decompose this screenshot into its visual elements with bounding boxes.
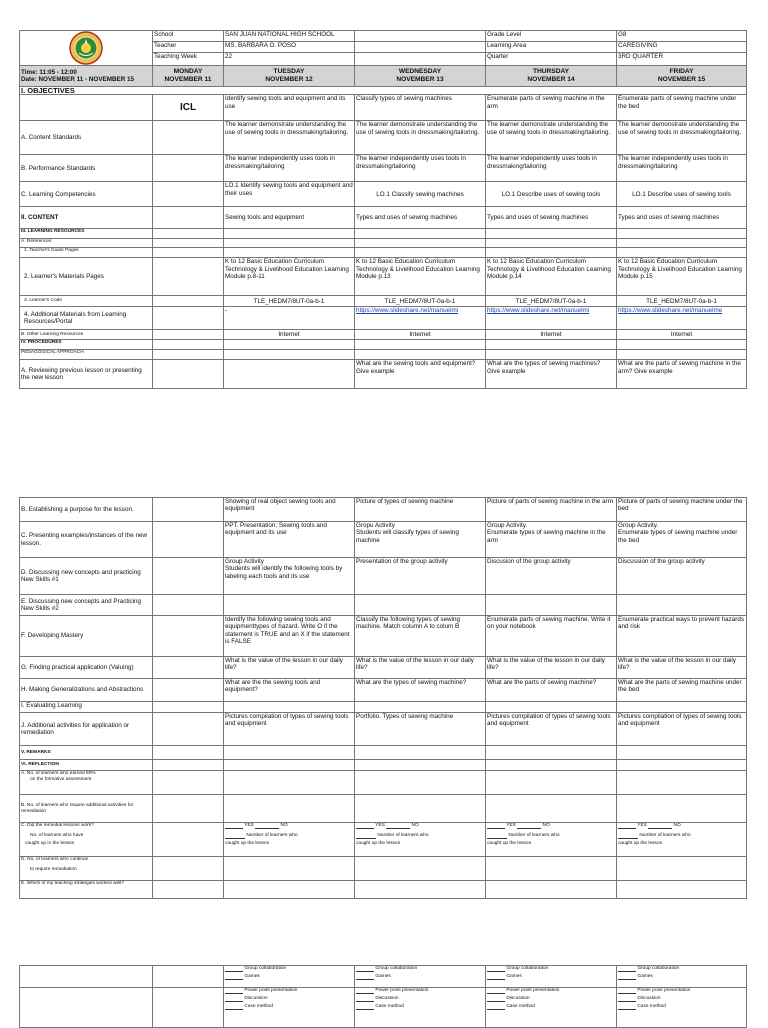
competency-fri: LO.1 Describe uses of sewing tools (617, 182, 747, 207)
purpose-fri: Picture of parts of sewing machine under the bed (617, 498, 747, 522)
generalization-label: H. Making Generalizations and Abstractions (20, 679, 153, 702)
learners-code-tue: TLE_HEDM7/8UT-0a-b-1 (224, 296, 355, 307)
area-value: CAREGIVING (617, 42, 747, 53)
examples-thu: Group Activity. Enumerate types of sewing machine in the arm (486, 522, 617, 558)
other-resources-tue: Internet (224, 330, 355, 340)
content-standards-fri: The learner demonstrate understanding the use of sewing tools in dressmaking/tailoring. (617, 121, 747, 155)
remedial-check-thu: YES NO Number of learners who caught up the lesson (486, 823, 617, 857)
generalization-tue: What are the the sewing tools and equipment? (224, 679, 355, 702)
additional-materials-label: 4. Additional Materials from Learning Resources/Portal (20, 307, 153, 330)
dll-table-page-3 (19, 965, 747, 1028)
content-wed: Types and uses of sewing machines (355, 207, 486, 229)
objective-tue: Identify sewing tools and equipment and its use (224, 95, 355, 121)
strategies-fri: Group collaboration Games (617, 966, 747, 988)
generalization-thu: What are the parts of sewing machine? (486, 679, 617, 702)
examples-fri: Group Activity. Enumerate types of sewing machine under the bed (617, 522, 747, 558)
day-tuesday: TUESDAY NOVEMBER 12 (224, 66, 355, 87)
reflection-a: A. No. of learners who earned 80% on the formative assessment (20, 771, 153, 795)
section-reflection: VI. REFLECTION (20, 760, 153, 771)
discussing1-wed: Presentation of the group activity (355, 558, 486, 595)
remedial-check-fri: YES NO Number of learners who caught up the lesson (617, 823, 747, 857)
day-wednesday: WEDNESDAY NOVEMBER 13 (355, 66, 486, 87)
reviewing-tue (224, 360, 355, 389)
pedagogical-approach-label: PEDAGOGICAL APPROACH (20, 350, 153, 360)
other-resources-fri: Internet (617, 330, 747, 340)
reviewing-fri: What are the parts of sewing machine in the arm? Give example (617, 360, 747, 389)
examples-wed: Gropu Activity Students will classify types of sewing machine (355, 522, 486, 558)
examples-tue: PPT. Presentation; Sewing tools and equipment and its use (224, 522, 355, 558)
date-text: Date: NOVEMBER 11 - NOVEMBER 15 (21, 76, 135, 83)
grade-value: G8 (617, 31, 747, 42)
school-label: School (153, 31, 224, 42)
performance-thu: The learner independently uses tools in dressmaking/tailoring (486, 155, 617, 182)
competency-thu: LO.1 Describe uses of sewing tools (486, 182, 617, 207)
mastery-tue: Identify the following sewing tools and equipmenttypes of hazard. Write O if the statement is TRUE and an X if the statement is FALSE (224, 616, 355, 657)
learners-code-wed: TLE_HEDM7/8UT-0a-b-1 (355, 296, 486, 307)
purpose-tue: Showing of real object sewing tools and equipment (224, 498, 355, 522)
teacher-label: Teacher (153, 42, 224, 53)
strategies2-tue: Power point presentation Discussion Case method (224, 988, 355, 1028)
teachers-guide-label: 1. Teacher's Guide Pages (20, 248, 153, 258)
content-standards-tue: The learner demonstrate understanding the use of sewing tools in dressmaking/tailoring. (224, 121, 355, 155)
performance-wed: The learner independently uses tools in dressmaking/tailoring (355, 155, 486, 182)
discussing1-thu: Discusion of the group activity (486, 558, 617, 595)
competencies-label: C. Learning Competencies (20, 182, 153, 207)
dll-table-page-2 (19, 497, 747, 899)
content-tue: Sewing tools and equipment (224, 207, 355, 229)
generalization-wed: What are the types of sewing machine? (355, 679, 486, 702)
learners-materials-fri: K to 12 Basic Education Curriculum Technology & Livelihood Education Learning Module p.15 (617, 258, 747, 296)
additional-activities-fri: Pictures compilation of types of sewing tools and equipment (617, 713, 747, 746)
discussing1-tue: Group Activity Students will identify the following tools by labeling each tools and its use (224, 558, 355, 595)
learners-materials-tue: K to 12 Basic Education Curriculum Technology & Livelihood Education Learning Module p.8-11 (224, 258, 355, 296)
purpose-wed: Picture of types of sewing machine (355, 498, 486, 522)
week-label: Teaching Week (153, 53, 224, 66)
slideshare-link-wed[interactable]: https://www.slideshare.net/manuelmi (356, 307, 459, 315)
week-value: 22 (224, 53, 355, 66)
remedial-check-wed: YES NO Number of learners who caught up the lesson (355, 823, 486, 857)
additional-activities-label: J. Additional activities for application or remediation (20, 713, 153, 746)
strategies-tue: Group collaboration Games (224, 966, 355, 988)
learners-materials-label: 2. Learner's Materials Pages (20, 258, 153, 296)
other-resources-thu: Internet (486, 330, 617, 340)
performance-tue: The learner independently uses tools in dressmaking/tailoring (224, 155, 355, 182)
content-standards-label: A. Content Standards (20, 121, 153, 155)
monday-icl: ICL (153, 95, 224, 121)
application-thu: What is the value of the lesson in our daily life? (486, 657, 617, 679)
strategies2-wed: Power point presentation Discussion Case method (355, 988, 486, 1028)
time-date-cell (20, 66, 153, 87)
strategies-wed: Group collaboration Games (355, 966, 486, 988)
purpose-thu: Picture of parts of sewing machine in the arm (486, 498, 617, 522)
slideshare-link-fri[interactable]: https://www.slideshare.net/manuelme (618, 307, 723, 315)
slideshare-link-thu[interactable]: https://www.slideshare.net/manuelmi (487, 307, 590, 315)
day-monday: MONDAY NOVEMBER 11 (153, 66, 224, 87)
content-thu: Types and uses of sewing machines (486, 207, 617, 229)
mastery-wed: Classify the following types of sewing machine. Match column A to colum B (355, 616, 486, 657)
reflection-d: D. No. of learners who continue to require remediation (20, 857, 153, 881)
strategies-thu: Group collaboration Games (486, 966, 617, 988)
discussing1-label: D. Discussing new concepts and practicing New Skills #1 (20, 558, 153, 595)
strategies2-fri: Power point presentation Discussion Case method (617, 988, 747, 1028)
discussing2-label: E. Discussing new concepts and Practicing New Skills #2 (20, 595, 153, 616)
dll-table-page-1 (19, 30, 747, 389)
quarter-value: 3RD QUARTER (617, 53, 747, 66)
references-label: A. References (20, 239, 153, 248)
section-procedures: IV. PROCEDURES (20, 340, 153, 350)
learners-materials-thu: K to 12 Basic Education Curriculum Technology & Livelihood Education Learning Module p.14 (486, 258, 617, 296)
discussing1-fri: Discussion of the group activity (617, 558, 747, 595)
learners-materials-wed: K to 12 Basic Education Curriculum Technology & Livelihood Education Learning Module p.13 (355, 258, 486, 296)
reviewing-thu: What are the types of sewing machines? Give example (486, 360, 617, 389)
remedial-check-tue: YES NO Number of learners who caught up the lesson (224, 823, 355, 857)
area-label: Learning Area (486, 42, 617, 53)
reflection-c: C. Did the remedial lessons work? No. of learners who have caught up in the lesson (20, 823, 153, 857)
day-thursday: THURSDAY NOVEMBER 14 (486, 66, 617, 87)
section-remarks: V. REMARKS (20, 746, 153, 760)
application-wed: What is the value of the lesson in our daily life? (355, 657, 486, 679)
section-content: II. CONTENT (20, 207, 153, 229)
section-objectives: I. OBJECTIVES (20, 87, 747, 95)
school-seal-icon (69, 31, 103, 65)
generalization-fri: What are the parts of sewing machine under the bed (617, 679, 747, 702)
purpose-label: B. Establishing a purpose for the lesson. (20, 498, 153, 522)
application-fri: What is the value of the lesson in our daily life? (617, 657, 747, 679)
objective-fri: Enumerate parts of sewing machine under the bed (617, 95, 747, 121)
content-standards-wed: The learner demonstrate understanding the use of sewing tools in dressmaking/tailoring. (355, 121, 486, 155)
additional-activities-wed: Portfolio. Types of sewing machine (355, 713, 486, 746)
reflection-b: B. No. of learners who require additional activities for remediation (20, 795, 153, 823)
examples-label: C. Presenting examples/instances of the new lesson. (20, 522, 153, 558)
learners-code-fri: TLE_HEDM7/8UT-0a-b-1 (617, 296, 747, 307)
competency-wed: LO.1 Classify sewing machines (355, 182, 486, 207)
additional-activities-thu: Pictures compilation of types of sewing tools and equipment (486, 713, 617, 746)
objective-thu: Enumerate parts of sewing machine in the arm (486, 95, 617, 121)
content-fri: Types and uses of sewing machines (617, 207, 747, 229)
reviewing-wed: What are the sewing tools and equipment? Give example (355, 360, 486, 389)
other-resources-label: B. Other Learning Resources (20, 330, 153, 340)
day-friday: FRIDAY NOVEMBER 15 (617, 66, 747, 87)
other-resources-wed: Internet (355, 330, 486, 340)
mastery-fri: Enumerate practical ways to prevent hazards and risk (617, 616, 747, 657)
additional-materials-tue: - (224, 307, 355, 330)
learners-code-thu: TLE_HEDM7/8UT-0a-b-1 (486, 296, 617, 307)
objective-wed: Classify types of sewing machines (355, 95, 486, 121)
strategies2-thu: Power point presentation Discussion Case method (486, 988, 617, 1028)
mastery-label: F. Developing Mastery (20, 616, 153, 657)
mastery-thu: Enumerate parts of sewing machine. Write it on your notebook (486, 616, 617, 657)
quarter-label: Quarter (486, 53, 617, 66)
competency-tue: LO.1 Identify sewing tools and equipment and their uses (224, 182, 355, 207)
application-label: G. Finding practical application (Valuing) (20, 657, 153, 679)
performance-standards-label: B. Performance Standards (20, 155, 153, 182)
school-value: SAN JUAN NATIONAL HIGH SCHOOL (224, 31, 355, 42)
additional-activities-tue: Pictures compilation of types of sewing tools and equipment (224, 713, 355, 746)
time-text: Time: 11:05 - 12:00 (21, 68, 77, 76)
reviewing-label: A. Reviewing previous lesson or presenting the new lesson (20, 360, 153, 389)
performance-fri: The learner independently uses tools in dressmaking/tailoring (617, 155, 747, 182)
section-resources: III. LEARNING RESOURCES (20, 229, 153, 239)
grade-label: Grade Level (486, 31, 617, 42)
teacher-value: MS. BARBARA O. POSO (224, 42, 355, 53)
learners-code-label: 3. Learner's Code (20, 296, 153, 307)
content-standards-thu: The learner demonstrate understanding the use of sewing tools in dressmaking/tailoring. (486, 121, 617, 155)
application-tue: What is the value of the lesson in our daily life? (224, 657, 355, 679)
evaluating-label: I. Evaluating Learning (20, 702, 153, 713)
school-logo-cell (20, 31, 153, 66)
reflection-e: E. Which of my teaching strategies worked well? (20, 881, 153, 899)
